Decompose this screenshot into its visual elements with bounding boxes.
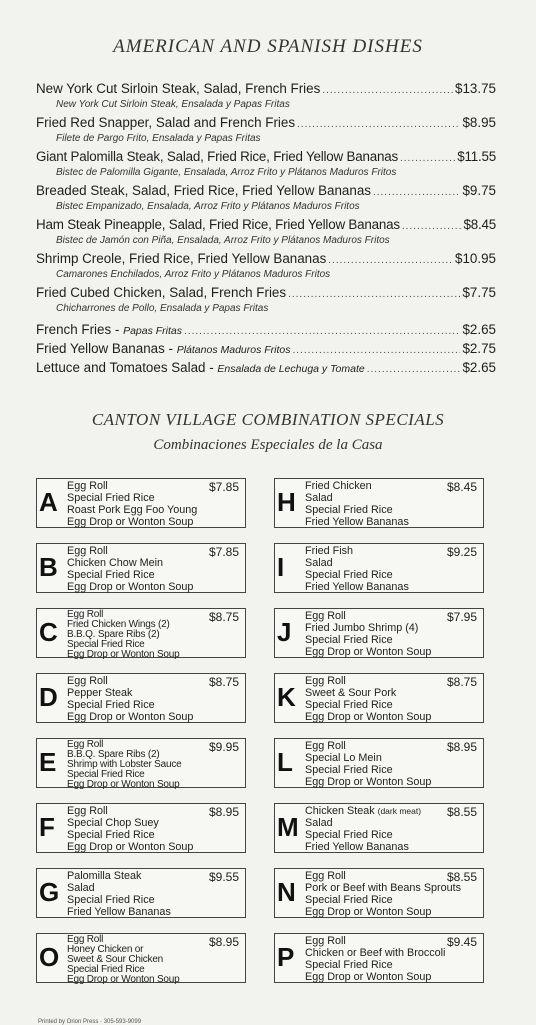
dish-spanish: Bistec de Jamón con Piña, Ensalada, Arroz Frito y Plátanos Maduros Fritos xyxy=(56,235,390,246)
combo-i xyxy=(274,543,484,593)
combo-letter: B xyxy=(39,552,58,582)
combo-g xyxy=(36,868,246,918)
dish-spanish: Bistec de Palomilla Gigante, Ensalada, Arroz Frito y Plátanos Maduros Fritos xyxy=(56,167,397,178)
combo-item-text: Honey Chicken or xyxy=(67,944,144,955)
combo-item xyxy=(305,870,479,882)
combo-item xyxy=(305,894,479,906)
dish-item xyxy=(36,182,496,213)
section-title-combos: CANTON VILLAGE COMBINATION SPECIALS xyxy=(91,410,445,429)
side-name: Lettuce and Tomatoes Salad xyxy=(36,360,206,375)
dish-name: Fried Cubed Chicken, Salad, French Fries xyxy=(36,285,287,300)
combo-price: $8.55 xyxy=(446,870,477,884)
combo-item-text: Salad xyxy=(305,492,333,504)
combo-letter: I xyxy=(277,552,285,582)
combo-letter: K xyxy=(277,682,296,712)
combo-item xyxy=(305,959,479,971)
combo-item xyxy=(305,610,479,622)
combo-item xyxy=(305,545,479,557)
combo-item-text: Chicken Chow Mein xyxy=(67,557,164,569)
combo-item-text: Fried Yellow Bananas xyxy=(67,906,171,918)
combo-item-text: Fried Yellow Bananas xyxy=(305,581,409,593)
combo-price: $7.95 xyxy=(446,610,477,624)
combo-items xyxy=(67,610,241,660)
combo-item-text: Palomilla Steak xyxy=(67,870,142,882)
combo-item xyxy=(67,780,241,790)
dish-spanish: Bistec Empanizado, Ensalada, Arroz Frito y Plátanos Maduros Fritos xyxy=(56,201,360,212)
combo-item xyxy=(305,817,479,829)
combo-item-note: (dark meat) xyxy=(377,806,422,816)
combo-item-text: Egg Drop or Wonton Soup xyxy=(305,971,432,983)
combo-item-text: Egg Roll xyxy=(305,870,346,882)
combo-items xyxy=(305,675,479,723)
combo-item-text: Egg Roll xyxy=(67,739,104,750)
combo-item-text: Egg Roll xyxy=(67,675,108,687)
combo-item xyxy=(67,894,241,906)
combo-letter: L xyxy=(277,747,293,777)
combo-item-text: Sweet & Sour Chicken xyxy=(67,954,164,965)
combo-letter: C xyxy=(39,617,58,647)
combo-item-text: Special Fried Rice xyxy=(67,492,155,504)
combo-m xyxy=(274,803,484,853)
combo-item-text: Chicken or Beef with Broccoli xyxy=(305,947,446,959)
combo-item-text: Special Fried Rice xyxy=(305,764,393,776)
combo-items xyxy=(305,805,479,853)
combo-item-text: Salad xyxy=(305,557,333,569)
combo-letter: H xyxy=(277,487,296,517)
side-price: $2.65 xyxy=(462,360,496,375)
side-item: Fried Yellow Bananas - Plátanos Maduros Fritos ..... $2.75 xyxy=(36,340,496,359)
combo-item-text: Special Fried Rice xyxy=(67,894,155,906)
combo-item xyxy=(305,569,479,581)
combo-item xyxy=(305,516,479,528)
combo-item-text: Egg Roll xyxy=(67,805,108,817)
combo-item xyxy=(67,841,241,853)
side-price: $2.75 xyxy=(462,341,496,356)
dish-price: $11.55 xyxy=(457,149,496,164)
combo-item xyxy=(305,504,479,516)
combo-item xyxy=(67,545,241,557)
combo-item-text: Fried Fish xyxy=(305,545,353,557)
combo-item-text: Roast Pork Egg Foo Young xyxy=(67,504,198,516)
combo-items xyxy=(67,675,241,723)
combo-price: $9.55 xyxy=(208,870,239,884)
dish-item xyxy=(36,284,496,315)
combo-item xyxy=(67,975,241,985)
combo-item-text: Special Fried Rice xyxy=(67,699,155,711)
combo-item-text: Chicken Steak xyxy=(305,805,375,817)
combo-item xyxy=(305,675,479,687)
dish-spanish: Filete de Pargo Frito, Ensalada y Papas Fritas xyxy=(56,133,261,144)
combo-price: $7.85 xyxy=(208,545,239,559)
combo-item xyxy=(67,675,241,687)
side-name: Fried Yellow Bananas xyxy=(36,341,165,356)
combo-price: $9.95 xyxy=(208,740,239,754)
section-subtitle-combos: Combinaciones Especiales de la Casa xyxy=(153,437,383,453)
combo-item xyxy=(305,829,479,841)
combo-n xyxy=(274,868,484,918)
combo-item-text: Special Fried Rice xyxy=(67,769,145,780)
combo-item xyxy=(67,870,241,882)
combo-item-text: Special Lo Mein xyxy=(305,752,382,764)
combo-items xyxy=(67,805,241,853)
dish-item xyxy=(36,114,496,145)
combo-item xyxy=(305,882,479,894)
combo-item-text: Egg Drop or Wonton Soup xyxy=(67,974,180,985)
dish-name: Ham Steak Pineapple, Salad, Fried Rice, Fried Yellow Bananas xyxy=(36,217,400,232)
dish-price: $8.95 xyxy=(462,115,496,130)
combo-letter: J xyxy=(277,617,292,647)
combo-item-text: Egg Drop or Wonton Soup xyxy=(67,581,194,593)
combo-item-text: Special Fried Rice xyxy=(67,569,155,581)
combo-letter: E xyxy=(39,747,57,777)
dish-name: Breaded Steak, Salad, Fried Rice, Fried Yellow Bananas xyxy=(36,183,371,198)
dish-price: $13.75 xyxy=(455,81,496,96)
combo-l xyxy=(274,738,484,788)
combo-item-text: Egg Roll xyxy=(305,675,346,687)
combo-items xyxy=(67,870,241,918)
combo-item-text: Special Fried Rice xyxy=(305,829,393,841)
dish-name: New York Cut Sirloin Steak, Salad, French Fries xyxy=(36,81,321,96)
combo-item-text: Special Fried Rice xyxy=(305,634,393,646)
combo-item-text: Egg Drop or Wonton Soup xyxy=(67,841,194,853)
combo-item xyxy=(305,492,479,504)
combo-item-text: Fried Chicken Wings (2) xyxy=(67,619,170,630)
side-spanish: Papas Fritas xyxy=(123,325,183,337)
combo-item-text: Pepper Steak xyxy=(67,687,133,699)
combo-d xyxy=(36,673,246,723)
combo-item-text: Special Fried Rice xyxy=(67,964,145,975)
dish-price: $7.75 xyxy=(462,285,496,300)
combo-h xyxy=(274,478,484,528)
combo-item xyxy=(305,557,479,569)
combo-item-text: Egg Roll xyxy=(305,935,346,947)
combo-item-text: Egg Drop or Wonton Soup xyxy=(305,711,432,723)
combo-item-text: Egg Roll xyxy=(305,740,346,752)
combo-item-text: Special Fried Rice xyxy=(305,569,393,581)
combo-item-text: Egg Drop or Wonton Soup xyxy=(305,906,432,918)
combo-letter: N xyxy=(277,877,296,907)
combo-letter: O xyxy=(39,942,60,972)
dish-item xyxy=(36,80,496,111)
combo-item-text: Egg Drop or Wonton Soup xyxy=(67,649,180,660)
combo-item xyxy=(305,906,479,918)
combo-item xyxy=(67,699,241,711)
dish-item xyxy=(36,250,496,281)
combo-item-text: Egg Roll xyxy=(67,480,108,492)
combo-item xyxy=(305,687,479,699)
printer-credit: Printed by Orion Press · 305-593-9099 xyxy=(38,1019,142,1025)
combo-price: $8.95 xyxy=(446,740,477,754)
side-price: $2.65 xyxy=(462,322,496,337)
combo-item-text: Special Fried Rice xyxy=(305,504,393,516)
combo-letter: G xyxy=(39,877,60,907)
combo-item xyxy=(67,569,241,581)
combo-item-text: Egg Drop or Wonton Soup xyxy=(67,711,194,723)
combo-k xyxy=(274,673,484,723)
combo-item xyxy=(305,776,479,788)
combo-item-text: Fried Yellow Bananas xyxy=(305,841,409,853)
dish-price: $10.95 xyxy=(455,251,496,266)
combo-items xyxy=(305,480,479,528)
combo-e xyxy=(36,738,246,788)
combo-item xyxy=(305,841,479,853)
combo-item xyxy=(67,829,241,841)
combo-price: $8.75 xyxy=(208,675,239,689)
combo-item-text: Egg Drop or Wonton Soup xyxy=(305,776,432,788)
combo-letter: M xyxy=(277,812,299,842)
side-item: French Fries - Papas Fritas ..... $2.65 xyxy=(36,321,496,340)
dish-item xyxy=(36,216,496,247)
combo-price: $8.75 xyxy=(208,610,239,624)
combo-items xyxy=(305,610,479,658)
combo-item-text: Special Fried Rice xyxy=(305,699,393,711)
combo-letter: P xyxy=(277,942,295,972)
combo-item-text: Special Fried Rice xyxy=(67,639,145,650)
combo-item xyxy=(305,947,479,959)
combo-item-text: Egg Roll xyxy=(67,545,108,557)
combo-item xyxy=(305,805,479,817)
combo-items xyxy=(67,545,241,593)
combo-items xyxy=(67,480,241,528)
combo-item-text: Fried Yellow Bananas xyxy=(305,516,409,528)
combo-item xyxy=(305,971,479,983)
combo-items xyxy=(67,740,241,790)
combo-item xyxy=(305,646,479,658)
combo-item xyxy=(305,711,479,723)
combo-item xyxy=(67,480,241,492)
dish-price: $9.75 xyxy=(462,183,496,198)
combo-price: $9.25 xyxy=(446,545,477,559)
combo-item-text: Special Fried Rice xyxy=(67,829,155,841)
side-name: French Fries xyxy=(36,322,112,337)
combo-item xyxy=(305,935,479,947)
combo-item xyxy=(67,492,241,504)
side-spanish: Ensalada de Lechuga y Tomate xyxy=(217,363,365,375)
combo-item xyxy=(67,504,241,516)
dish-name: Fried Red Snapper, Salad and French Fries xyxy=(36,115,296,130)
combo-price: $8.55 xyxy=(446,805,477,819)
combo-item-text: Egg Roll xyxy=(67,609,104,620)
combo-item-text: Special Chop Suey xyxy=(67,817,159,829)
combo-item xyxy=(67,711,241,723)
combo-item xyxy=(305,752,479,764)
combo-items xyxy=(305,935,479,983)
combo-item-text: Salad xyxy=(305,817,333,829)
combo-item xyxy=(67,516,241,528)
combo-item xyxy=(67,557,241,569)
combo-item-text: B.B.Q. Spare Ribs (2) xyxy=(67,629,160,640)
dish-item xyxy=(36,148,496,179)
combo-items xyxy=(305,870,479,918)
dish-spanish: Chicharrones de Pollo, Ensalada y Papas Fritas xyxy=(56,303,269,314)
combo-item-text: Sweet & Sour Pork xyxy=(305,687,397,699)
combo-b xyxy=(36,543,246,593)
dish-name: Shrimp Creole, Fried Rice, Fried Yellow Bananas xyxy=(36,251,327,266)
combo-item-text: Special Fried Rice xyxy=(305,894,393,906)
combo-price: $8.95 xyxy=(208,935,239,949)
combo-a xyxy=(36,478,246,528)
dish-spanish: Camarones Enchilados, Arroz Frito y Plátanos Maduros Fritos xyxy=(56,269,331,280)
combo-letter: D xyxy=(39,682,58,712)
combo-items xyxy=(305,545,479,593)
combo-item-text: Pork or Beef with Beans Sprouts xyxy=(305,882,462,894)
combo-item-text: Shrimp with Lobster Sauce xyxy=(67,759,182,770)
combo-item xyxy=(305,581,479,593)
combo-item xyxy=(305,740,479,752)
dish-price: $8.45 xyxy=(463,217,496,232)
combo-item-text: Egg Roll xyxy=(305,610,346,622)
combo-item-text: B.B.Q. Spare Ribs (2) xyxy=(67,749,160,760)
combo-o xyxy=(36,933,246,983)
combo-p xyxy=(274,933,484,983)
combo-item xyxy=(305,622,479,634)
dish-name: Giant Palomilla Steak, Salad, Fried Rice, Fried Yellow Bananas xyxy=(36,149,398,164)
combo-item xyxy=(67,882,241,894)
combo-price: $7.85 xyxy=(208,480,239,494)
combo-letter: F xyxy=(39,812,55,842)
combo-item xyxy=(305,480,479,492)
side-item: Lettuce and Tomatoes Salad - Ensalada de Lechuga y Tomate ..... $2.65 xyxy=(36,359,496,378)
combo-item xyxy=(67,687,241,699)
combo-price: $8.95 xyxy=(208,805,239,819)
combo-f xyxy=(36,803,246,853)
combo-items xyxy=(67,935,241,985)
combo-items xyxy=(305,740,479,788)
combo-price: $8.45 xyxy=(446,480,477,494)
combo-item xyxy=(67,817,241,829)
combo-item xyxy=(67,805,241,817)
combo-item-text: Fried Chicken xyxy=(305,480,372,492)
combo-c xyxy=(36,608,246,658)
combo-item-text: Egg Roll xyxy=(67,934,104,945)
combo-item-text: Fried Jumbo Shrimp (4) xyxy=(305,622,419,634)
combo-item-text: Egg Drop or Wonton Soup xyxy=(305,646,432,658)
dish-list xyxy=(36,80,496,378)
combo-item xyxy=(305,699,479,711)
combo-j xyxy=(274,608,484,658)
combo-item xyxy=(67,581,241,593)
combo-item-text: Egg Drop or Wonton Soup xyxy=(67,516,194,528)
combo-letter: A xyxy=(39,487,58,517)
combo-item-text: Salad xyxy=(67,882,95,894)
side-spanish: Plátanos Maduros Fritos xyxy=(176,344,291,356)
combo-price: $8.75 xyxy=(446,675,477,689)
combo-price: $9.45 xyxy=(446,935,477,949)
combo-item xyxy=(67,650,241,660)
combo-item xyxy=(305,634,479,646)
dish-spanish: New York Cut Sirloin Steak, Ensalada y Papas Fritas xyxy=(56,99,290,110)
combo-item-text: Egg Drop or Wonton Soup xyxy=(67,779,180,790)
combo-item-text: Special Fried Rice xyxy=(305,959,393,971)
combo-item xyxy=(305,764,479,776)
section-title-american: AMERICAN AND SPANISH DISHES xyxy=(113,36,423,57)
combo-item xyxy=(67,906,241,918)
